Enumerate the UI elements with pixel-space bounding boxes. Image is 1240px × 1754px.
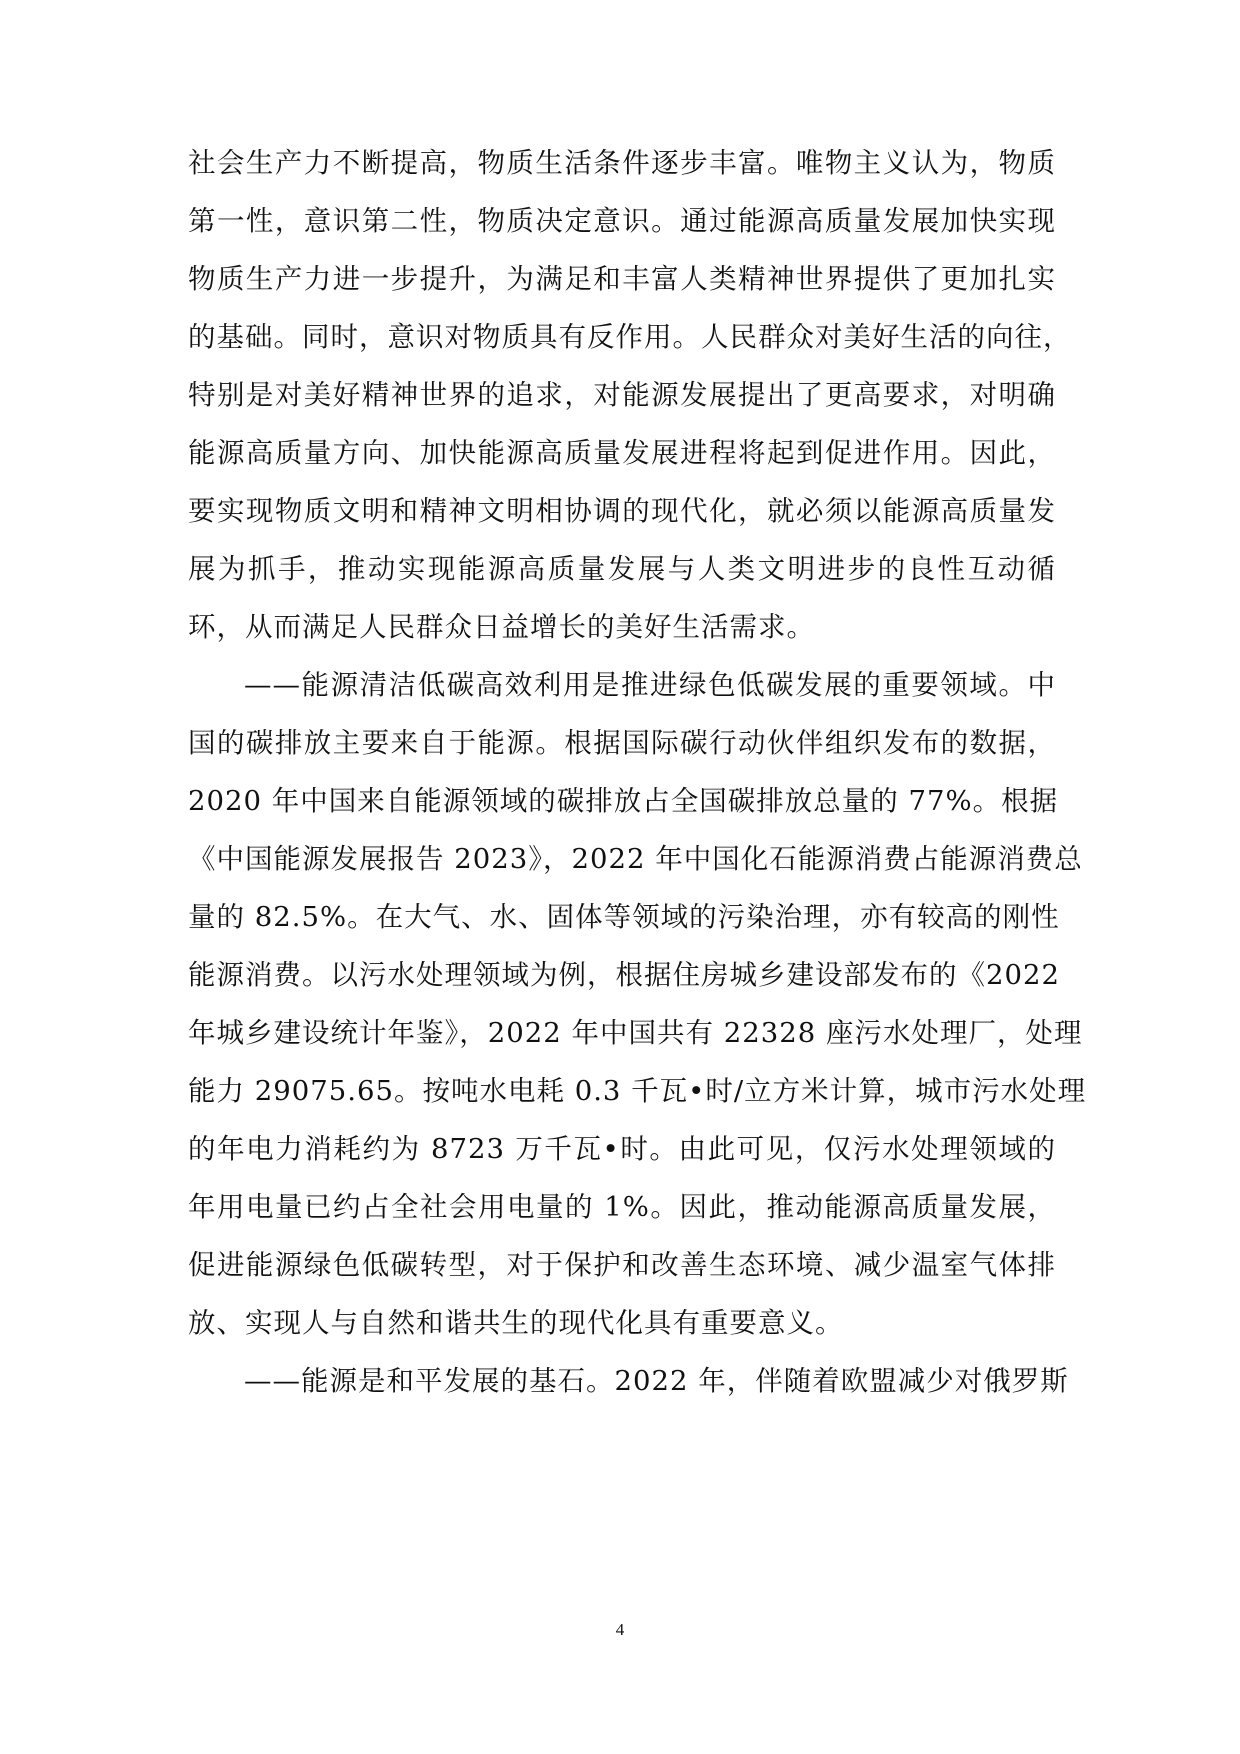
text-line: 物质生产力进一步提升，为满足和丰富人类精神世界提供了更加扎实 — [188, 263, 1056, 295]
text-line: 能源高质量方向、加快能源高质量发展进程将起到促进作用。因此， — [188, 437, 1056, 469]
text-line: 的基础。同时，意识对物质具有反作用。人民群众对美好生活的向往， — [188, 321, 1072, 353]
text-line: 年城乡建设统计年鉴》，2022 年中国共有 22328 座污水处理厂，处理 — [188, 1017, 1083, 1049]
text-line: 放、实现人与自然和谐共生的现代化具有重要意义。 — [188, 1307, 844, 1339]
text-line: 能源消费。以污水处理领域为例，根据住房城乡建设部发布的《2022 — [188, 959, 1060, 991]
text-line: 能力 29075.65。按吨水电耗 0.3 千瓦•时/立方米计算，城市污水处理 — [188, 1075, 1087, 1107]
text-line: 量的 82.5%。在大气、水、固体等领域的污染治理，亦有较高的刚性 — [188, 901, 1060, 933]
text-line: 特别是对美好精神世界的追求，对能源发展提出了更高要求，对明确 — [188, 379, 1056, 411]
text-line: 要实现物质文明和精神文明相协调的现代化，就必须以能源高质量发 — [188, 495, 1056, 527]
text-line: 展为抓手，推动实现能源高质量发展与人类文明进步的良性互动循 — [188, 553, 1056, 585]
text-line: 的年电力消耗约为 8723 万千瓦•时。由此可见，仅污水处理领域的 — [188, 1133, 1056, 1165]
page-number: 4 — [615, 1620, 625, 1639]
text-line: 《中国能源发展报告 2023》，2022 年中国化石能源消费占能源消费总 — [188, 843, 1083, 875]
text-line: 年用电量已约占全社会用电量的 1%。因此，推动能源高质量发展， — [188, 1191, 1056, 1223]
text-line: 环，从而满足人民群众日益增长的美好生活需求。 — [188, 611, 815, 643]
text-line: 2020 年中国来自能源领域的碳排放占全国碳排放总量的 77%。根据 — [188, 785, 1059, 817]
paragraph-first-line: ——能源是和平发展的基石。2022 年，伴随着欧盟减少对俄罗斯 — [244, 1365, 1069, 1397]
text-line: 社会生产力不断提高，物质生活条件逐步丰富。唯物主义认为，物质 — [188, 147, 1056, 179]
text-line: 促进能源绿色低碳转型，对于保护和改善生态环境、减少温室气体排 — [188, 1249, 1056, 1281]
text-line: 国的碳排放主要来自于能源。根据国际碳行动伙伴组织发布的数据， — [188, 727, 1056, 759]
paragraph-first-line: ——能源清洁低碳高效利用是推进绿色低碳发展的重要领域。中 — [244, 669, 1056, 701]
text-line: 第一性，意识第二性，物质决定意识。通过能源高质量发展加快实现 — [188, 205, 1056, 237]
